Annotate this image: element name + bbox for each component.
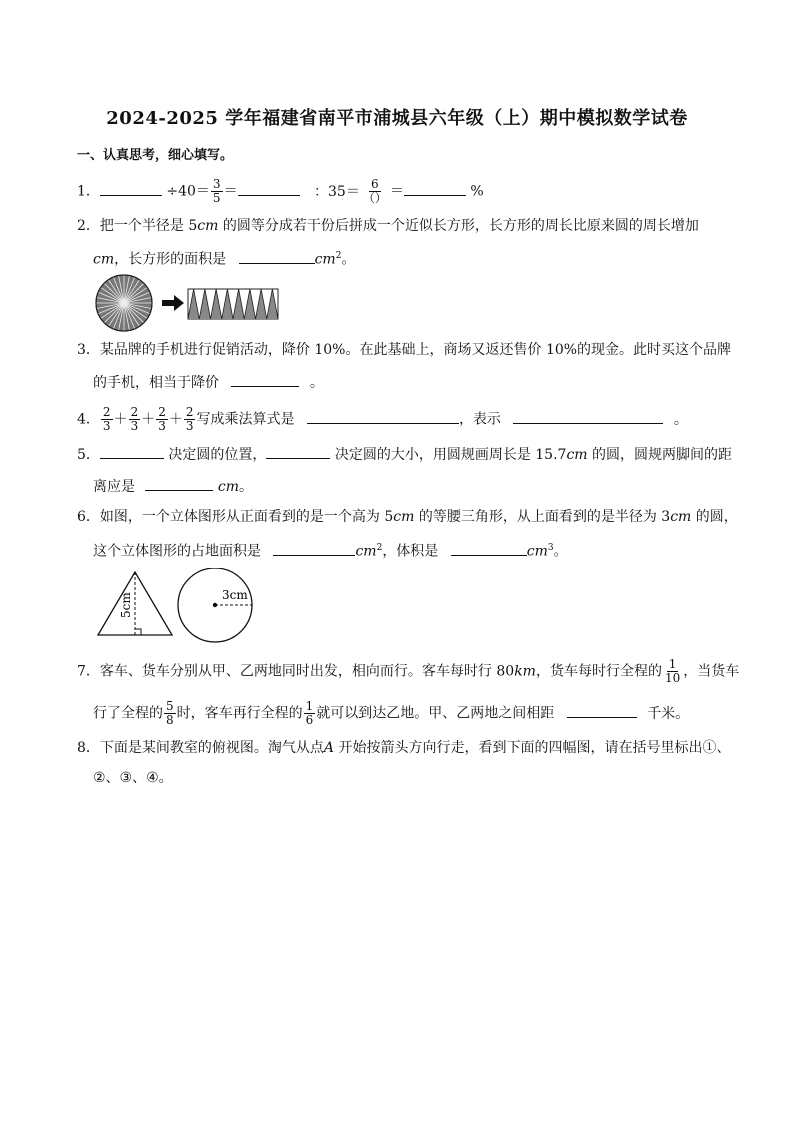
question-7-line2 — [93, 700, 689, 727]
q6-text: 。 — [553, 543, 568, 560]
question-7 — [77, 658, 739, 685]
fraction: $\frac{6}{()}$ — [362, 177, 387, 205]
fraction: $\frac{5}{8}$ — [166, 699, 174, 727]
superscript: 3 — [547, 543, 554, 553]
q7-text: 就可以到达乙地。甲、乙两地之间相距 — [316, 705, 555, 722]
question-4: 4． $\frac{2}{3}$ ＋ $\frac{2}{3}$ ＋ $\frac{2}{3}$ ＋ $\frac{2}{3}$ 写成乘法算式是 ，表示 。 — [77, 405, 688, 433]
q5-text: 。 — [239, 479, 254, 495]
point-label: A — [323, 740, 335, 756]
q4-text: 写成乘法算式是 — [196, 411, 295, 428]
q1-text: ＝ — [389, 183, 404, 200]
answer-blank[interactable] — [266, 444, 330, 459]
question-number: 7． — [77, 663, 100, 680]
question-5 — [77, 444, 732, 465]
answer-blank[interactable] — [145, 476, 213, 491]
question-number: 2． — [77, 218, 100, 234]
circle-radius-label: 3cm — [222, 588, 248, 602]
unit: km — [514, 663, 536, 680]
question-number: 4． — [77, 411, 100, 428]
front-view-triangle — [98, 572, 172, 635]
q7-text: 客车、货车分别从甲、乙两地同时出发，相向而行。客车每时行 80 — [99, 663, 515, 680]
q6-text: 这个立体图形的占地面积是 — [93, 543, 261, 560]
q7-text: ，当货车 — [683, 663, 740, 680]
q7-text: 千米。 — [647, 705, 690, 722]
approximate-rectangle — [188, 289, 278, 319]
question-8 — [77, 738, 731, 758]
question-number: 6． — [77, 509, 100, 525]
question-8-line2 — [93, 768, 173, 788]
q3-text: 某品牌的手机进行促销活动，降价 10%。在此基础上，商场又返还售价 10%的现金。此时买这个品牌 — [99, 342, 732, 358]
answer-blank[interactable] — [307, 409, 459, 424]
q2-text: 的圆等分成若干份后拼成一个近似长方形，长方形的周长比原来圆的周长增加 — [218, 218, 699, 234]
fraction: $\frac{2}{3}$ — [185, 405, 194, 433]
superscript: 2 — [335, 251, 342, 261]
q2-text: 。 — [341, 251, 356, 268]
arrow-icon — [162, 295, 184, 311]
question-3-line2 — [93, 372, 324, 393]
q6-text: ，体积是 — [382, 543, 439, 560]
unit: cm — [197, 218, 219, 234]
unit: cm — [566, 447, 588, 463]
question-6-line2 — [93, 538, 568, 562]
q1-text: ＝ — [223, 183, 238, 200]
q2-text: 把一个半径是 5 — [99, 218, 198, 234]
answer-blank[interactable] — [567, 703, 637, 718]
solid-views-figure — [94, 568, 264, 644]
answer-blank[interactable] — [513, 409, 663, 424]
page-title: 2024-2025 学年福建省南平市浦城县六年级（上）期中模拟数学试卷 — [106, 108, 688, 129]
question-3 — [77, 340, 731, 360]
fraction: $\frac{2}{3}$ — [130, 405, 139, 433]
fraction: $\frac{2}{3}$ — [158, 405, 166, 433]
q2-text: ，长方形的面积是 — [114, 251, 227, 268]
q6-text: 的等腰三角形，从上面看到的是半径为 3 — [414, 509, 671, 525]
q4-text: ，表示 — [458, 411, 501, 428]
q3-text: 的手机，相当于降价 — [93, 375, 219, 391]
q8-text: 下面是某间教室的俯视图。淘气从点 — [99, 740, 324, 756]
q5-text: 决定圆的位置， — [168, 447, 267, 463]
unit: cm — [355, 543, 377, 560]
unit: cm — [314, 251, 336, 268]
question-number: 5． — [77, 447, 100, 463]
superscript: 2 — [376, 543, 383, 553]
q5-text: 决定圆的大小，用圆规画周长是 15.7 — [334, 447, 567, 463]
q4-text: 。 — [673, 411, 688, 428]
circle-to-rectangle-figure — [94, 272, 284, 334]
fraction: $\frac{1}{10}$ — [664, 657, 681, 685]
question-number: 3． — [77, 342, 100, 358]
q5-text: 的圆，圆规两脚间的距 — [587, 447, 733, 463]
q3-text: 。 — [309, 375, 324, 391]
question-2-line2 — [93, 246, 355, 270]
q1-text: ：35＝ — [314, 183, 360, 200]
answer-blank[interactable] — [239, 249, 315, 264]
answer-blank[interactable] — [238, 181, 300, 196]
answer-blank[interactable] — [404, 181, 466, 196]
answer-blank[interactable] — [231, 372, 299, 387]
q6-text: 的圆， — [691, 509, 738, 525]
q6-text: 如图，一个立体图形从正面看到的是一个高为 5 — [99, 509, 394, 525]
question-2 — [77, 216, 699, 236]
unit: cm — [93, 251, 115, 268]
question-number: 1． — [77, 183, 100, 200]
q7-text: 时，客车再行全程的 — [176, 705, 303, 722]
fraction: $\frac{2}{3}$ — [102, 405, 111, 433]
q5-text: 离应是 — [93, 479, 135, 495]
unit: cm — [393, 509, 415, 525]
unit: cm — [670, 509, 692, 525]
triangle-height-label: 5cm — [119, 592, 133, 618]
fraction: $\frac{1}{6}$ — [305, 699, 314, 727]
fraction: $\frac{3}{5}$ — [212, 177, 221, 205]
answer-blank[interactable] — [451, 541, 527, 556]
answer-blank[interactable] — [100, 444, 164, 459]
q8-text: ②、③、④。 — [93, 770, 173, 786]
answer-blank[interactable] — [100, 181, 162, 196]
answer-blank[interactable] — [273, 541, 355, 556]
q8-text: 开始按箭头方向行走，看到下面的四幅图，请在括号里标出①、 — [334, 740, 731, 756]
question-1 — [77, 178, 484, 205]
question-number: 8． — [77, 740, 100, 756]
q1-text: % — [470, 183, 484, 200]
question-5-line2 — [93, 476, 253, 497]
unit: cm — [526, 543, 548, 560]
unit: cm — [217, 479, 240, 495]
q7-text: 行了全程的 — [93, 705, 163, 722]
question-6 — [77, 507, 738, 527]
q7-text: ，货车每时行全程的 — [535, 663, 662, 680]
q1-text: ÷40＝ — [166, 183, 210, 200]
sector-circle — [96, 275, 152, 331]
top-view-circle — [178, 568, 252, 642]
section-heading: 一、认真思考，细心填写。 — [77, 148, 234, 163]
